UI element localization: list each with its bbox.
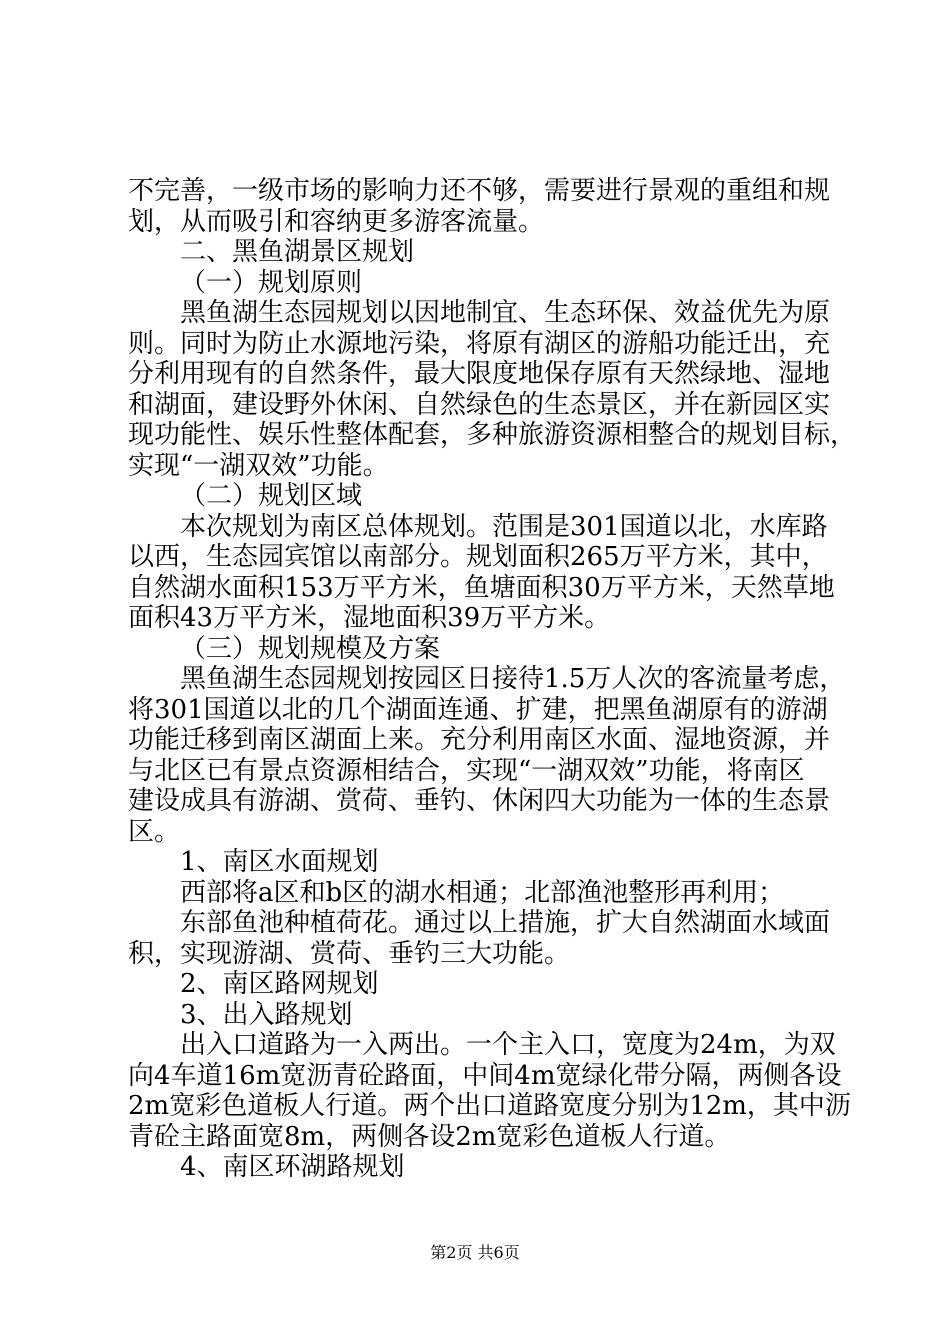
text-line: 2、南区路网规划 — [180, 969, 379, 999]
text-line: 二、黑鱼湖景区规划 — [180, 237, 415, 267]
text-line: 与北区已有景点资源相结合，实现“一湖双效”功能，将南区 — [128, 755, 805, 786]
text-line: 青砼主路面宽8m，两侧各设2m宽彩色道板人行道。 — [128, 1121, 731, 1152]
text-line: 4、南区环湖路规划 — [180, 1152, 405, 1182]
text-line: 3、出入路规划 — [180, 999, 353, 1030]
text-line: 1、南区水面规划 — [180, 847, 379, 877]
text-line: 则。同时为防止水源地污染，将原有湖区的游船功能迁出，充 — [128, 328, 831, 359]
text-line: 本次规划为南区总体规划。范围是301国道以北，水库路 — [180, 511, 828, 542]
text-line: 2m宽彩色道板人行道。两个出口道路宽度分别为12m，其中沥 — [128, 1091, 851, 1121]
text-line: 自然湖水面积153万平方米，鱼塘面积30万平方米，天然草地 — [128, 572, 835, 603]
text-line: 建设成具有游湖、赏荷、垂钓、休闲四大功能为一体的生态景 — [128, 786, 831, 816]
text-line: 不完善，一级市场的影响力还不够，需要进行景观的重组和规 — [128, 176, 831, 206]
text-line: （三）规划规模及方案 — [180, 633, 441, 664]
text-line: 以西，生态园宾馆以南部分。规划面积265万平方米，其中， — [128, 542, 828, 572]
text-line: 分利用现有的自然条件，最大限度地保存原有天然绿地、湿地 — [128, 359, 831, 389]
text-line: 向4车道16m宽沥青砼路面，中间4m宽绿化带分隔，两侧各设 — [128, 1060, 842, 1091]
text-line: 和湖面，建设野外休闲、自然绿色的生态景区，并在新园区实 — [128, 389, 831, 420]
text-line: 黑鱼湖生态园规划以因地制宜、生态环保、效益优先为原 — [180, 298, 831, 328]
text-line: （一）规划原则 — [180, 267, 363, 298]
text-line: 东部鱼池种植荷花。通过以上措施，扩大自然湖面水域面 — [180, 908, 831, 938]
text-line: 现功能性、娱乐性整体配套，多种旅游资源相整合的规划目标， — [128, 420, 857, 450]
text-line: 积，实现游湖、赏荷、垂钓三大功能。 — [128, 938, 571, 969]
text-line: 区。 — [128, 816, 181, 847]
text-line: 出入口道路为一入两出。一个主入口，宽度为24m，为双 — [180, 1030, 836, 1060]
text-line: 面积43万平方米，湿地面积39万平方米。 — [128, 603, 611, 633]
text-line: 实现“一湖双效”功能。 — [128, 450, 389, 481]
text-line: 划，从而吸引和容纳更多游客流量。 — [128, 206, 545, 237]
document-body — [128, 176, 857, 1183]
text-line: 西部将a区和b区的湖水相通；北部渔池整形再利用； — [180, 877, 785, 908]
text-line: 黑鱼湖生态园规划按园区日接待1.5万人次的客流量考虑， — [180, 664, 846, 694]
page-number-text: 第2页 共6页 — [430, 1243, 520, 1262]
text-line: 功能迁移到南区湖面上来。充分利用南区水面、湿地资源，并 — [128, 725, 831, 755]
page-footer — [0, 1243, 950, 1263]
text-line: （二）规划区域 — [180, 481, 363, 511]
text-line: 将301国道以北的几个湖面连通、扩建，把黑鱼湖原有的游湖 — [128, 694, 828, 725]
